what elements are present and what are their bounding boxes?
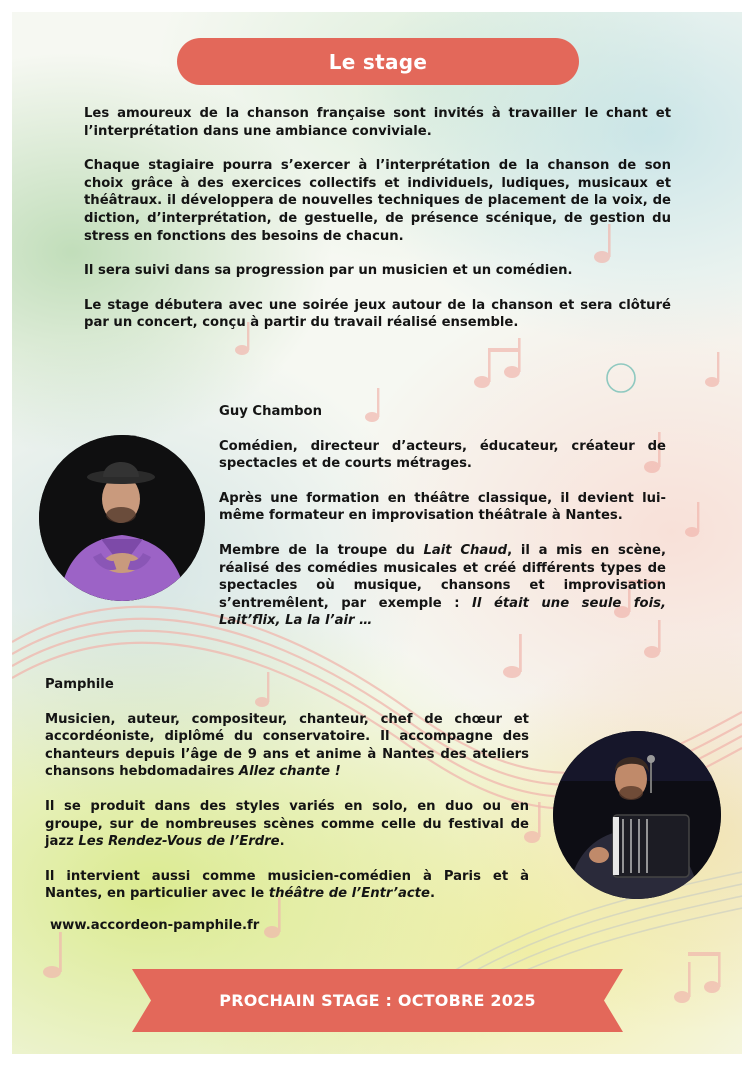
intro-paragraph: Les amoureux de la chanson française sont invités à travailler le chant et l’interprétation dans une ambiance conviviale. bbox=[84, 106, 671, 139]
theatre-name: théâtre de l’Entr’acte bbox=[268, 886, 430, 902]
bio-name: Pamphile bbox=[45, 677, 114, 692]
festival-name: Les Rendez-Vous de l’Erdre bbox=[78, 834, 280, 850]
bio-text: Il intervient aussi comme musicien-comédien à Paris et à Nantes, en particulier avec le bbox=[45, 868, 529, 902]
bio-paragraph bbox=[45, 798, 529, 851]
intro-paragraph: Chaque stagiaire pourra s’exercer à l’interprétation de la chanson de son choix grâce à des exercices collectifs et individuels, ludiques, musicaux et théâtraux. il développera de nouvelles techniques de placement de la voix, de diction, d’interprétation, de gestuelle, de présence scénique, de gestion du stress en fonctions des besoins de chacun. bbox=[84, 158, 671, 244]
bio-paragraph bbox=[45, 868, 529, 903]
pamphile-bio bbox=[45, 676, 529, 903]
intro-paragraph: Il sera suivi dans sa progression par un musicien et un comédien. bbox=[84, 263, 573, 279]
bio-paragraph: Après une formation en théâtre classique, il devient lui-même formateur en improvisation théâtrale à Nantes. bbox=[219, 490, 666, 524]
guy-chambon-photo bbox=[39, 435, 205, 601]
performer-photo-illustration bbox=[39, 435, 205, 601]
guy-chambon-bio bbox=[219, 403, 666, 630]
bio-text: . bbox=[279, 834, 285, 850]
bio-text: . bbox=[429, 886, 435, 902]
bio-text: Membre de la troupe du bbox=[219, 542, 424, 558]
website-text: www.accordeon-pamphile.fr bbox=[50, 918, 260, 933]
troupe-name: Lait Chaud bbox=[423, 542, 508, 558]
ring-icon bbox=[607, 364, 635, 392]
bio-text: Musicien, auteur, compositeur, chanteur, chef de chœur et accordéoniste, diplômé du conservatoire. Il accompagne des chanteurs depuis l’âge de 9 ans et anime à Nantes des ateliers chansons hebdomadaires bbox=[45, 711, 529, 780]
bio-paragraph bbox=[219, 542, 666, 630]
bio-name: Guy Chambon bbox=[219, 404, 322, 419]
website-link[interactable] bbox=[50, 918, 259, 933]
show-titles: Il était une seule fois, Lait’flix, La la l’air … bbox=[219, 595, 666, 629]
page-title-text: Le stage bbox=[328, 49, 428, 74]
next-stage-text: PROCHAIN STAGE : OCTOBRE 2025 bbox=[219, 991, 536, 1010]
intro-paragraph: Le stage débutera avec une soirée jeux autour de la chanson et sera clôturé par un concert, conçu à partir du travail réalisé ensemble. bbox=[84, 297, 671, 331]
next-stage-banner-label bbox=[132, 969, 623, 1032]
pamphile-photo bbox=[553, 731, 721, 899]
workshop-name: Allez chante ! bbox=[238, 764, 341, 780]
bio-paragraph: Comédien, directeur d’acteurs, éducateur, créateur de spectacles et de courts métrages. bbox=[219, 438, 666, 472]
intro-text bbox=[84, 105, 671, 332]
bio-text: , il a mis en scène, réalisé des comédies musicales et créé différents types de spectacles où musique, chansons et improvisation s’entremêlent, par exemple : bbox=[219, 542, 666, 611]
page-title bbox=[177, 38, 579, 85]
bio-text: Il se produit dans des styles variés en solo, en duo ou en groupe, sur de nombreuses scènes comme celle du festival de jazz bbox=[45, 798, 529, 850]
bio-paragraph bbox=[45, 711, 529, 781]
accordionist-photo-illustration bbox=[553, 731, 721, 899]
